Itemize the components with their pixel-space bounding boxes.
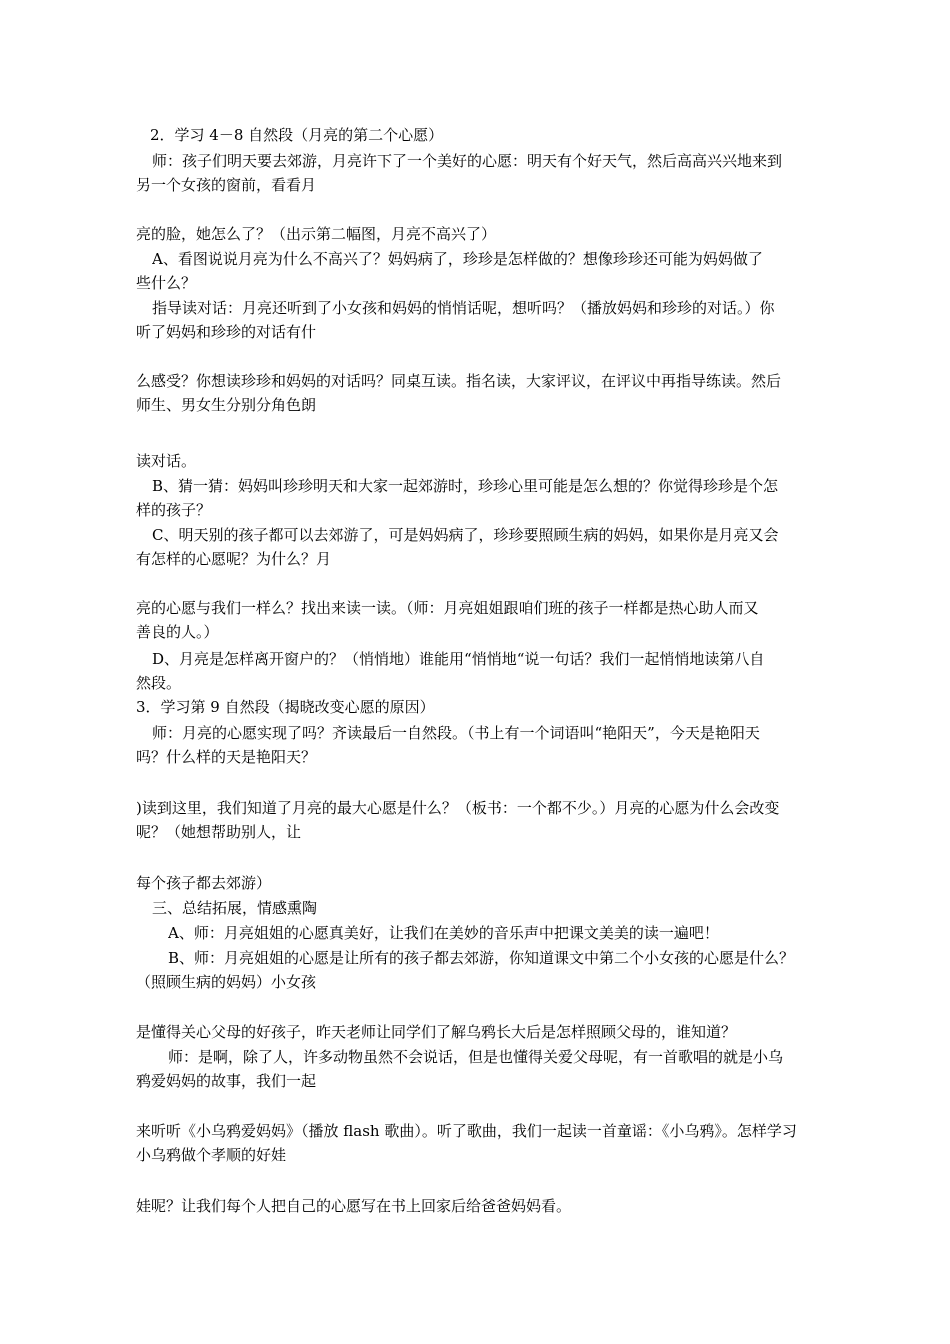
text-line: 读对话。 (136, 452, 197, 470)
text-line: 另一个女孩的窗前，看看月 (136, 176, 317, 194)
text-line: 样的孩子？ (136, 501, 212, 519)
section-heading-3: 3．学习第 9 自然段（揭晓改变心愿的原因） (136, 698, 435, 716)
text-line: 然段。 (136, 674, 182, 692)
text-line: 师：是啊，除了人，许多动物虽然不会说话，但是也懂得关爱父母呢，有一首歌唱的就是小乌 (168, 1048, 784, 1066)
text-line: 呢？（她想帮助别人，让 (136, 823, 302, 841)
text-line: 师：月亮的心愿实现了吗？齐读最后一自然段。（书上有一个词语叫“艳阳天”，今天是艳阳天 (152, 724, 760, 742)
text-line: A、师：月亮姐姐的心愿真美好，让我们在美妙的音乐声中把课文美美的读一遍吧！ (168, 924, 719, 942)
section-heading-summary: 三、总结拓展，情感熏陶 (152, 899, 318, 917)
text-line: C、明天别的孩子都可以去郊游了，可是妈妈病了，珍珍要照顾生病的妈妈，如果你是月亮又会 (152, 526, 779, 544)
text-line: 亮的脸，她怎么了？（出示第二幅图，月亮不高兴了） (136, 225, 497, 243)
text-line: A、看图说说月亮为什么不高兴了？妈妈病了，珍珍是怎样做的？想像珍珍还可能为妈妈做了 (152, 250, 763, 268)
text-line: D、月亮是怎样离开窗户的？（悄悄地）谁能用“悄悄地“说一句话？我们一起悄悄地读第八自 (152, 650, 765, 668)
text-line: （照顾生病的妈妈）小女孩 (136, 973, 317, 991)
text-line: 指导读对话：月亮还听到了小女孩和妈妈的悄悄话呢，想听吗？（播放妈妈和珍珍的对话。）你 (152, 299, 775, 317)
text-line: B、师：月亮姐姐的心愿是让所有的孩子都去郊游，你知道课文中第二个小女孩的心愿是什么？ (168, 949, 795, 967)
text-line: 娃呢？让我们每个人把自己的心愿写在书上回家后给爸爸妈妈看。 (136, 1197, 572, 1215)
text-line: )读到这里，我们知道了月亮的最大心愿是什么？（板书：一个都不少。）月亮的心愿为什么会改变 (136, 799, 780, 817)
text-line: 些什么？ (136, 274, 197, 292)
text-line: 听了妈妈和珍珍的对话有什 (136, 323, 317, 341)
text-line: 鸦爱妈妈的故事，我们一起 (136, 1072, 317, 1090)
text-line: 小乌鸦做个孝顺的好娃 (136, 1146, 287, 1164)
text-line: 么感受？你想读珍珍和妈妈的对话吗？同桌互读。指名读，大家评议，在评议中再指导练读。然后 (136, 372, 782, 390)
text-line: B、猜一猜：妈妈叫珍珍明天和大家一起郊游时，珍珍心里可能是怎么想的？你觉得珍珍是个怎 (152, 477, 779, 495)
text-line: 是懂得关心父母的好孩子，昨天老师让同学们了解乌鸦长大后是怎样照顾父母的，谁知道？ (136, 1023, 737, 1041)
text-line: 亮的心愿与我们一样么？找出来读一读。（师：月亮姐姐跟咱们班的孩子一样都是热心助人而又 (136, 599, 759, 617)
text-line: 师：孩子们明天要去郊游，月亮许下了一个美好的心愿：明天有个好天气，然后高高兴兴地来到 (152, 152, 783, 170)
section-heading-2: 2．学习 4－8 自然段（月亮的第二个心愿） (150, 126, 444, 144)
text-line: 每个孩子都去郊游） (136, 874, 272, 892)
text-line: 善良的人。） (136, 623, 219, 641)
text-line: 来听听《小乌鸦爱妈妈》（播放 flash 歌曲）。听了歌曲，我们一起读一首童谣：《小乌鸦》。怎样学习 (136, 1122, 797, 1140)
text-line: 吗？什么样的天是艳阳天？ (136, 748, 317, 766)
text-line: 有怎样的心愿呢？为什么？月 (136, 550, 332, 568)
text-line: 师生、男女生分别分角色朗 (136, 396, 317, 414)
